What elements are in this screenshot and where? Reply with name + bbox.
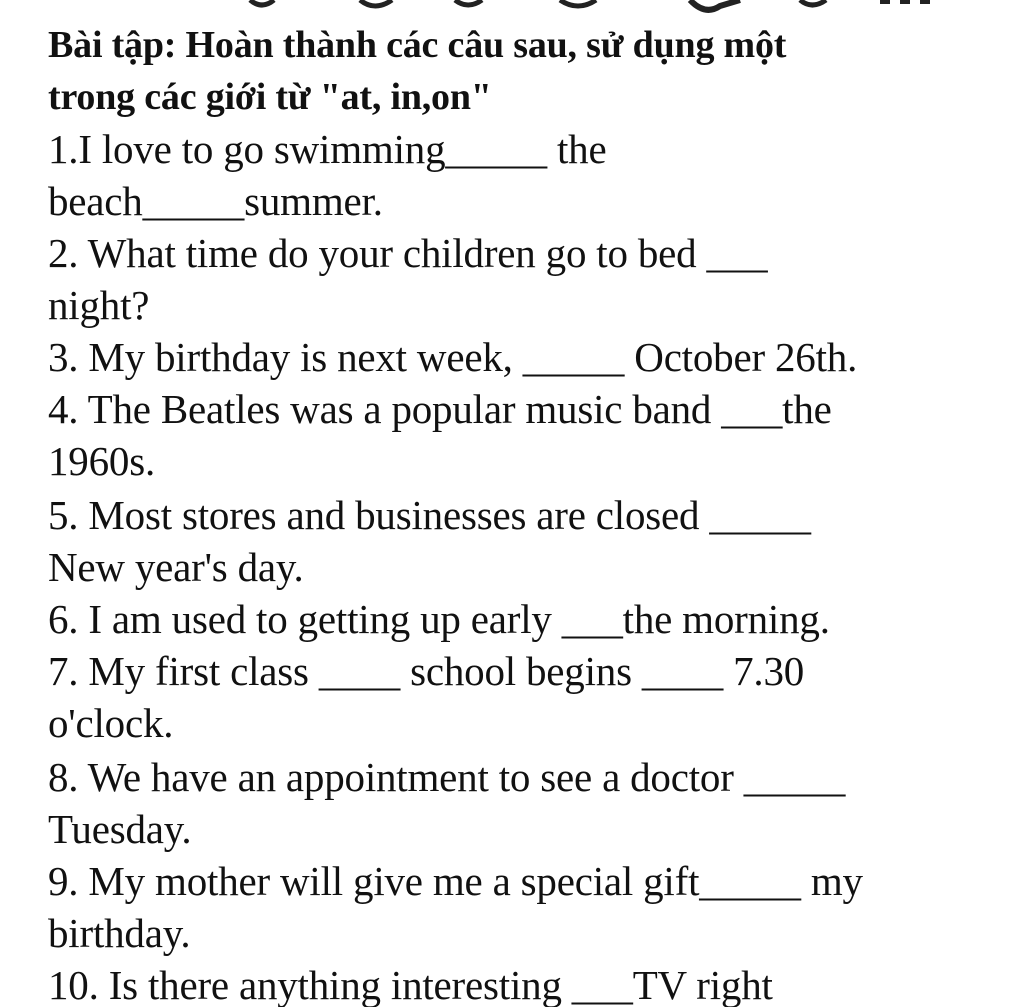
question-1-line-2: beach_____summer. <box>48 178 383 224</box>
question-4-line-1: 4. The Beatles was a popular music band ___the <box>48 386 832 432</box>
question-6-line-1: 6. I am used to getting up early ___the morning. <box>48 596 830 642</box>
question-8-line-1: 8. We have an appointment to see a doctor _____ <box>48 754 846 800</box>
question-8-line-2: Tuesday. <box>48 806 192 852</box>
question-5-line-2: New year's day. <box>48 544 304 590</box>
question-4-line-2: 1960s. <box>48 438 156 484</box>
question-9-line-2: birthday. <box>48 910 191 956</box>
question-5-line-1: 5. Most stores and businesses are closed _____ <box>48 492 811 538</box>
cropped-text-fragment <box>0 0 1024 18</box>
question-2-line-2: night? <box>48 282 150 328</box>
question-1-line-1: 1.I love to go swimming_____ the <box>48 126 607 172</box>
question-7-line-1: 7. My first class ____ school begins ____ 7.30 <box>48 648 805 694</box>
question-2-line-1: 2. What time do your children go to bed ___ <box>48 230 768 276</box>
question-3-line-1: 3. My birthday is next week, _____ October 26th. <box>48 334 858 380</box>
question-9-line-1: 9. My mother will give me a special gift_____ my <box>48 858 863 904</box>
question-7-line-2: o'clock. <box>48 700 174 746</box>
exercise-title-line-2: trong các giới từ "at, in,on" <box>48 76 492 118</box>
question-10-line-1: 10. Is there anything interesting ___TV right <box>48 962 773 1007</box>
exercise-title-line-1: Bài tập: Hoàn thành các câu sau, sử dụng một <box>48 24 787 66</box>
